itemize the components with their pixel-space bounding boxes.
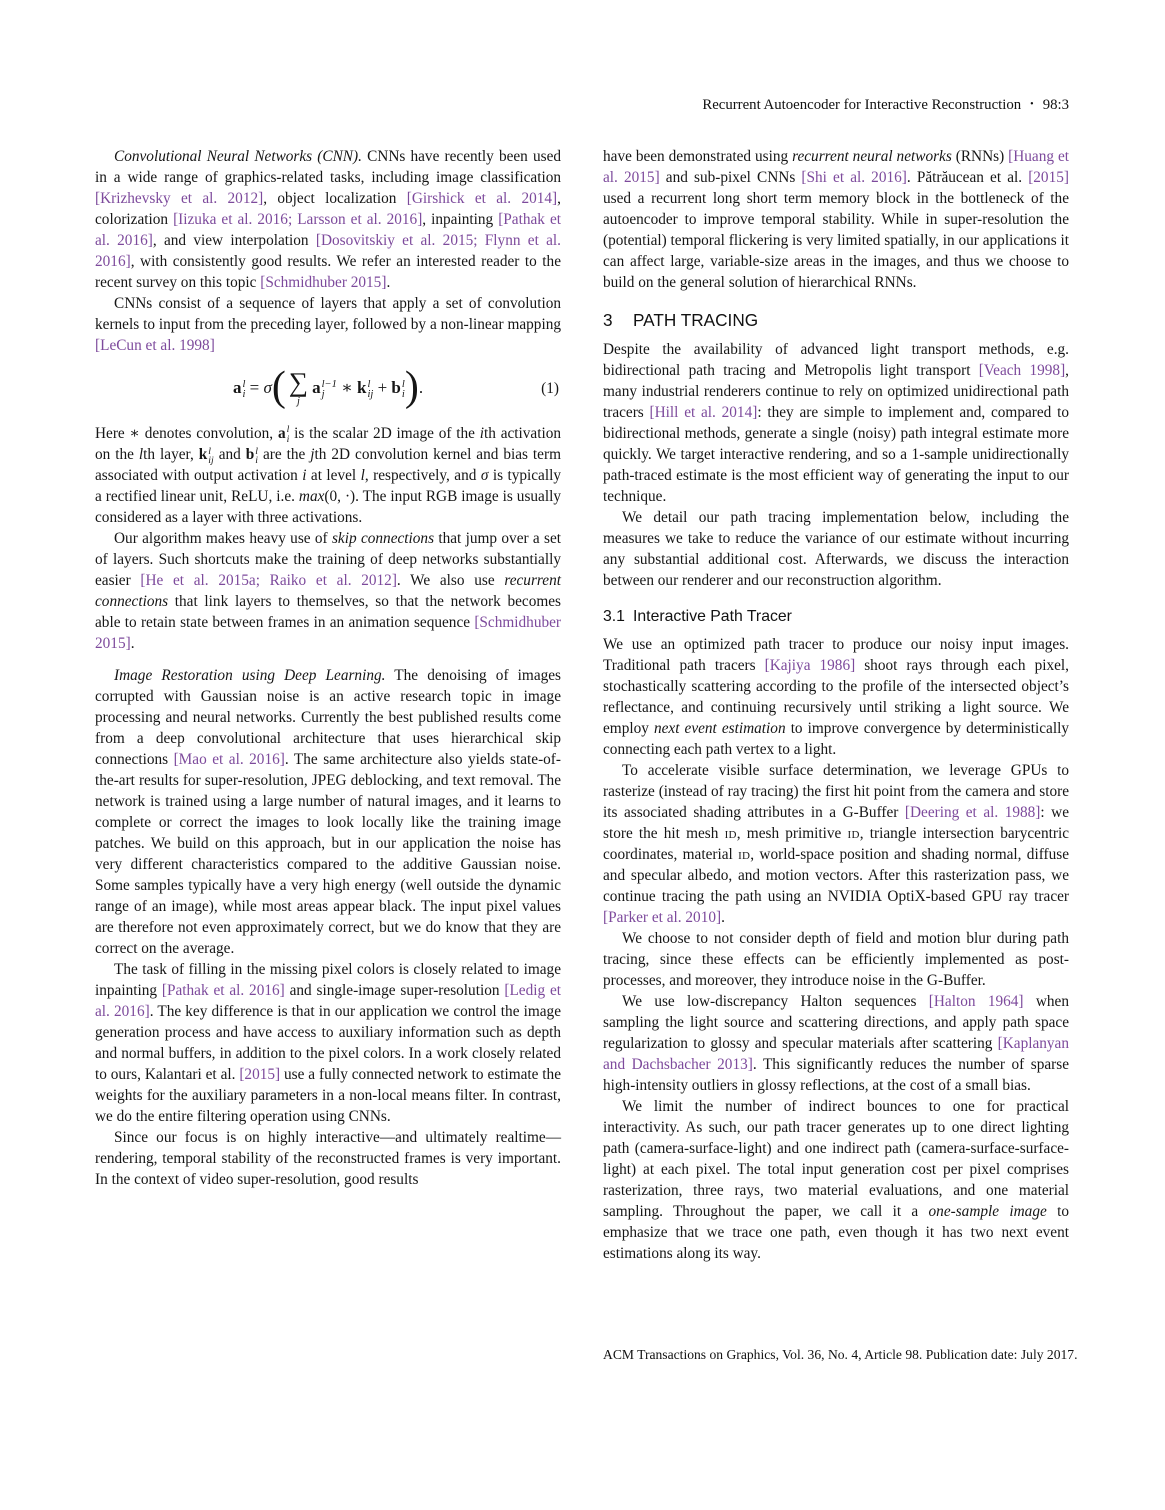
paragraph: Our algorithm makes heavy use of skip connections that jump over a set of layers. Such shortcuts make the training of deep networks substantially easier [He et al. 2015a; Raiko et al. 2012]. We also use recurrent connections that link layers to themselves, so that the network becomes able to retain state between frames in an animation sequence [Schmidhuber 2015]. <box>95 530 562 653</box>
italic-text: i <box>302 467 307 485</box>
smallcaps-text: id <box>738 846 751 863</box>
citation-link[interactable]: [2015] <box>239 1066 281 1084</box>
italic-text: recurrent neural networks <box>792 148 952 165</box>
math-symbol: b l i <box>245 445 259 466</box>
paragraph: To accelerate visible surface determination, we leverage GPUs to rasterize (instead of ray tracing) the first hit point from the camera and store its associated shading attributes in a G-Buffer [Deering et al. 1988]: we store the hit mesh id, mesh primitive id, triangle intersection barycentric coordinates, material id, world-space position and shading normal, diffuse and specular albedo, and motion vectors. After this rasterization pass, we continue tracing the path using an NVIDIA OptiX-based GPU ray tracer [Parker et al. 2010]. <box>603 762 1069 926</box>
citation-link[interactable]: [Dosovitskiy et al. 2015; Flynn et al. 2016] <box>95 232 561 270</box>
smallcaps-text: id <box>847 825 860 842</box>
italic-text: Image Restoration using Deep Learning. <box>114 667 386 685</box>
italic-text: σ <box>480 467 489 485</box>
big-paren: ) <box>404 363 419 410</box>
citation-link[interactable]: [Krizhevsky et al. 2012] <box>95 190 264 207</box>
citation-link[interactable]: [Kaplanyan and Dachsbacher 2013] <box>603 1035 1069 1073</box>
citation-link[interactable]: [Mao et al. 2016] <box>173 751 285 769</box>
math-symbol: b l i <box>391 377 405 401</box>
italic-text: next event estimation <box>653 720 786 737</box>
citation-link[interactable]: [LeCun et al. 1998] <box>95 337 215 354</box>
summation-symbol: ∑ j <box>288 367 309 408</box>
citation-link[interactable]: [Huang et al. 2015] <box>603 148 1069 186</box>
paragraph: Despite the availability of advanced light transport methods, e.g. bidirectional path tracing and Metropolis light transport [Veach 1998], many industrial renderers continue to rely on optimized unidirectional path tracers [Hill et al. 2014]: they are simple to implement and, compared to bidirectional methods, generate a single (noisy) path integral estimate more quickly. We target interactive rendering, and so a 1-sample unidirectionally path-traced estimate is the most efficient way of generating the input to our technique. <box>603 341 1069 505</box>
smallcaps-text: id <box>724 825 737 842</box>
paragraph: We choose to not consider depth of field and motion blur during path tracing, since these effects can be efficiently implemented as post-processes, and moreover, they introduce noise in the G-Buffer. <box>603 930 1069 989</box>
equation-number: (1) <box>541 379 559 397</box>
citation-link[interactable]: [Schmidhuber 2015] <box>95 614 561 653</box>
italic-text: i <box>479 424 484 442</box>
citation-link[interactable]: [Iizuka et al. 2016; Larsson et al. 2016] <box>173 211 423 228</box>
paragraph: CNNs consist of a sequence of layers that apply a set of convolution kernels to input from the preceding layer, followed by a non-linear mapping [LeCun et al. 1998] <box>95 295 561 354</box>
header-bullet: • <box>1030 99 1034 110</box>
paragraph: We detail our path tracing implementation below, including the measures we take to reduce the variance of our estimate without incurring any substantial additional cost. Afterwards, we discuss the interaction between our renderer and our reconstruction algorithm. <box>603 509 1069 589</box>
heading-number: 3 <box>603 310 613 330</box>
page-footer <box>603 1347 1078 1363</box>
section-heading <box>603 310 1069 331</box>
citation-link[interactable]: [Hill et al. 2014] <box>649 404 758 421</box>
citation-link[interactable]: [Parker et al. 2010] <box>603 909 722 926</box>
math-symbol: k l ij <box>356 377 374 401</box>
big-paren: ( <box>271 363 286 410</box>
right-column <box>603 146 1069 1264</box>
italic-text: max <box>298 488 325 506</box>
math-symbol: a l i <box>277 424 290 445</box>
heading-title: Interactive Path Tracer <box>633 608 792 625</box>
paragraph: Since our focus is on highly interactive—and ultimately realtime—rendering, temporal stability of the reconstructed frames is very important. In the context of video super-resolution, good results <box>95 1129 561 1189</box>
left-column <box>95 146 561 1264</box>
italic-text: recurrent connections <box>95 572 561 611</box>
paragraph: Image Restoration using Deep Learning. The denoising of images corrupted with Gaussian noise is an active research topic in image processing and neural networks. Currently the best published results come from a deep convolutional architecture that uses hierarchical skip connections [Mao et al. 2016]. The same architecture also yields state-of-the-art results for super-resolution, JPEG deblocking, and text removal. The network is trained using a large number of natural images, and it learns to complete or correct the images to look locally like the training image patches. We build on this approach, but in our application the noise has very different characteristics compared to the additive Gaussian noise. Some samples typically have a very high energy (well outside the dynamic range of an image), while most areas appear black. The input pixel values are therefore not even approximately correct, but we do know that they are correct on the average. <box>95 667 562 958</box>
citation-link[interactable]: [Girshick et al. 2014] <box>406 190 558 207</box>
two-column-body <box>95 146 1069 1264</box>
equation-body: a l i = σ( ∑ j a l−1 j ∗ k l ij + b l i ). <box>232 363 424 410</box>
citation-link[interactable]: [2015] <box>1028 169 1069 186</box>
citation-link[interactable]: [Halton 1964] <box>928 993 1024 1010</box>
citation-link[interactable]: [Veach 1998] <box>978 362 1066 379</box>
citation-link[interactable]: [Kajiya 1986] <box>764 657 856 674</box>
paragraph: Here ∗ denotes convolution, a l i is the scalar 2D image of the ith activation on the lth layer, k l ij and b l i are the jth 2D convolution kernel and bias term associated with output activation i at level l, respectively, and σ is typically a rectified linear unit, ReLU, i.e. max(0, ·). The input RGB image is usually considered as a layer with three activations. <box>95 424 562 527</box>
citation-link[interactable]: [Shi et al. 2016] <box>801 169 907 186</box>
italic-text: l <box>138 446 144 463</box>
italic-text: one-sample image <box>928 1203 1047 1220</box>
running-header <box>95 97 1069 114</box>
page-number: 98:3 <box>1042 97 1069 113</box>
citation-link[interactable]: [Ledig et al. 2016] <box>95 982 562 1021</box>
citation-link[interactable]: [He et al. 2015a; Raiko et al. 2012] <box>140 572 397 590</box>
footer-text: ACM Transactions on Graphics, Vol. 36, No. 4, Article 98. Publication date: July 2017. <box>603 1347 1078 1362</box>
paragraph: Convolutional Neural Networks (CNN). CNNs have recently been used in a wide range of graphics-related tasks, including image classification [Krizhevsky et al. 2012], object localization [Girshick et al. 2014], colorization [Iizuka et al. 2016; Larsson et al. 2016], inpainting [Pathak et al. 2016], and view interpolation [Dosovitskiy et al. 2015; Flynn et al. 2016], with consistently good results. We refer an interested reader to the recent survey on this topic [Schmidhuber 2015]. <box>95 148 562 291</box>
paragraph: have been demonstrated using recurrent neural networks (RNNs) [Huang et al. 2015] and sub-pixel CNNs [Shi et al. 2016]. Pătrăucean et al. [2015] used a recurrent long short term memory block in the bottleneck of the autoencoder to improve temporal stability. While in super-resolution the (potential) temporal flickering is very limited spatially, in our applications it can affect large, variable-size areas in the images, and thus we choose to build on the general solution of hierarchical RNNs. <box>603 148 1069 291</box>
citation-link[interactable]: [Pathak et al. 2016] <box>161 982 285 1000</box>
running-title: Recurrent Autoencoder for Interactive Reconstruction <box>702 97 1022 113</box>
italic-text: skip connections <box>331 530 435 548</box>
italic-text: l <box>360 467 365 485</box>
italic-text: σ <box>263 377 272 397</box>
citation-link[interactable]: [Schmidhuber 2015] <box>260 274 387 291</box>
heading-title: PATH TRACING <box>633 310 759 330</box>
citation-link[interactable]: [Deering et al. 1988] <box>904 804 1041 821</box>
math-symbol: a l−1 j <box>312 377 337 401</box>
display-equation <box>95 363 561 410</box>
paragraph: We use an optimized path tracer to produce our noisy input images. Traditional path tracers [Kajiya 1986] shoot rays through each pixel, stochastically scattering according to the profile of the intersected object’s reflectance, and continuing recursively until striking a light source. We employ next event estimation to improve convergence by deterministically connecting each path vertex to a light. <box>603 636 1069 758</box>
italic-text: j <box>310 446 315 463</box>
heading-number: 3.1 <box>603 608 625 625</box>
paragraph: The task of filling in the missing pixel colors is closely related to image inpainting [Pathak et al. 2016] and single-image super-resolution [Ledig et al. 2016]. The key difference is that in our application we control the image generation process and have access to auxiliary information such as depth and normal buffers, in addition to the pixel colors. In a work closely related to ours, Kalantari et al. [2015] use a fully connected network to estimate the weights for the auxiliary parameters in a non-local means filter. In contrast, we do the entire filtering operation using CNNs. <box>95 961 562 1126</box>
math-symbol: k l ij <box>198 445 214 466</box>
subsection-heading <box>603 606 1069 627</box>
paragraph: We limit the number of indirect bounces to one for practical interactivity. As such, our path tracer generates up to one direct lighting path (camera-surface-light) and one indirect path (camera-surface-surface-light) at each pixel. The total input generation cost per pixel comprises rasterization, three rays, two material evaluations, and one material sampling. Throughout the paper, we call it a one-sample image to emphasize that we trace one path, even though it has two next event estimations along its way. <box>603 1098 1069 1262</box>
citation-link[interactable]: [Pathak et al. 2016] <box>95 211 561 249</box>
italic-text: Convolutional Neural Networks (CNN). <box>114 148 362 165</box>
paragraph: We use low-discrepancy Halton sequences [Halton 1964] when sampling the light source and scattering directions, and apply path space regularization to glossy and specular materials after scattering [Kaplanyan and Dachsbacher 2013]. This significantly reduces the number of sparse high-intensity outliers in glossy reflections, at the cost of a small bias. <box>603 993 1069 1094</box>
math-symbol: a l i <box>232 377 246 401</box>
